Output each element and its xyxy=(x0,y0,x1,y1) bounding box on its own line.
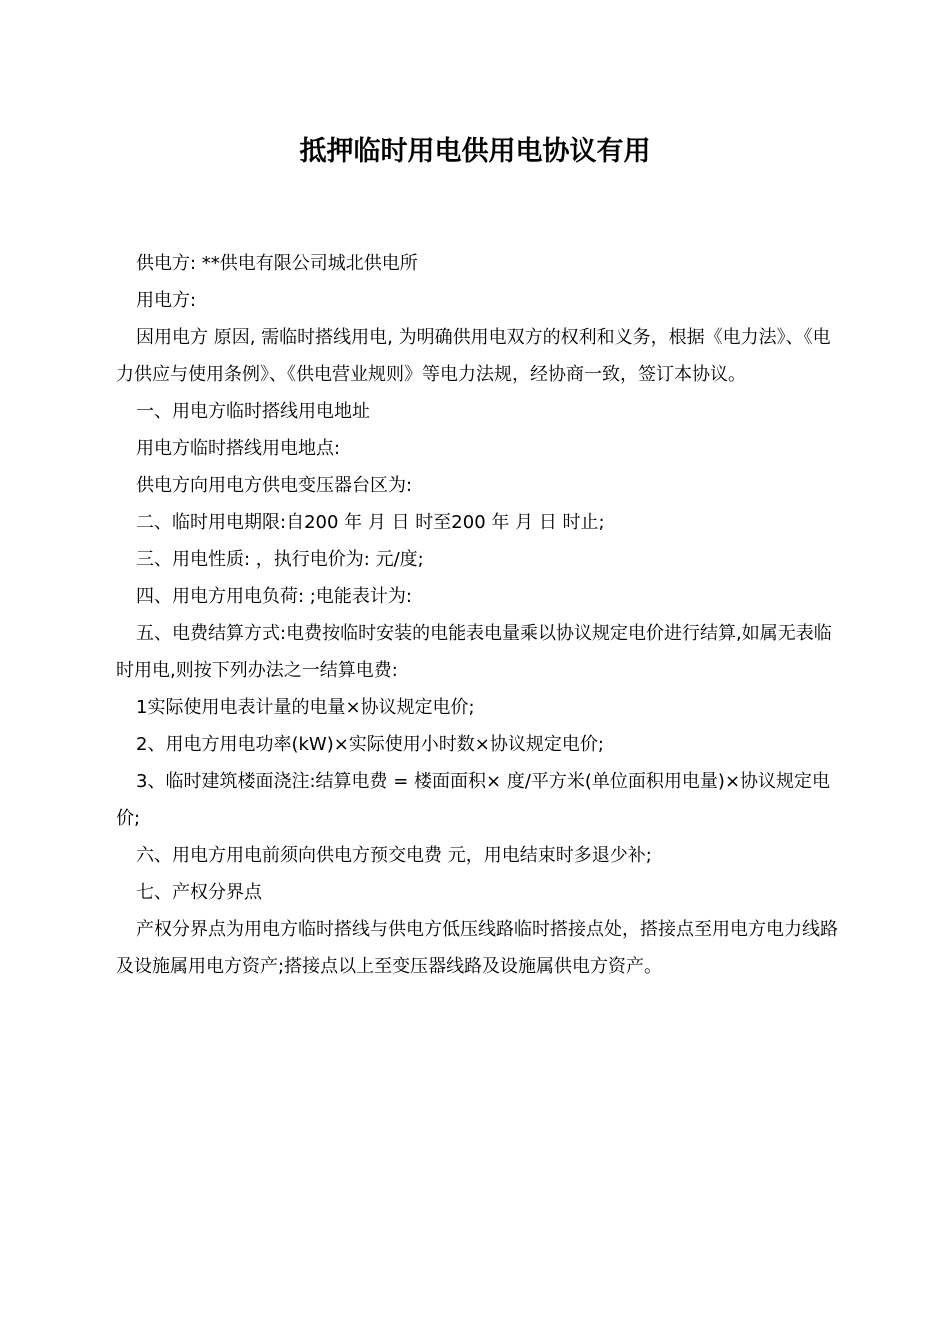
section-3-nature: 三、用电性质: ，执行电价为: 元/度; xyxy=(136,549,424,570)
usage-location-line: 用电方临时搭线用电地点: xyxy=(136,438,341,459)
settlement-method-2: 2、用电方用电功率(kW)×实际使用小时数×协议规定电价; xyxy=(136,734,604,755)
page-title: 抵押临时用电供用电协议有用 xyxy=(299,136,651,167)
section-6-prepayment: 六、用电方用电前须向供电方预交电费 元，用电结束时多退少补; xyxy=(136,845,652,866)
supplier-line: 供电方: **供电有限公司城北供电所 xyxy=(136,253,418,274)
settlement-method-1: 1实际使用电表计量的电量×协议规定电价; xyxy=(136,697,475,718)
settlement-method-3: 3、临时建筑楼面浇注:结算电费 = 楼面面积× 度/平方米(单位面积用电量)×协议规定电价; xyxy=(116,771,831,829)
consumer-line: 用电方: xyxy=(136,290,197,311)
section-7-heading: 七、产权分界点 xyxy=(136,882,262,903)
transformer-area-line: 供电方向用电方供电变压器台区为: xyxy=(136,475,413,496)
section-7-text: 产权分界点为用电方临时搭线与供电方低压线路临时搭接点处，搭接点至用电方电力线路及设施属用电方资产;搭接点以上至变压器线路及设施属供电方资产。 xyxy=(116,919,838,977)
preamble-paragraph: 因用电方 原因, 需临时搭线用电, 为明确供用电双方的权利和义务，根据《电力法》、《电力供应与使用条例》、《供电营业规则》等电力法规，经协商一致，签订本协议。 xyxy=(116,327,831,385)
section-2-period: 二、临时用电期限:自200 年 月 日 时至200 年 月 日 时止; xyxy=(136,512,605,533)
document-body xyxy=(116,245,840,985)
section-5-settlement: 五、电费结算方式:电费按临时安装的电能表电量乘以协议规定电价进行结算,如属无表临时用电,则按下列办法之一结算电费: xyxy=(116,623,832,681)
section-1-heading: 一、用电方临时搭线用电地址 xyxy=(136,401,370,422)
section-4-load: 四、用电方用电负荷: ;电能表计为: xyxy=(136,586,412,607)
